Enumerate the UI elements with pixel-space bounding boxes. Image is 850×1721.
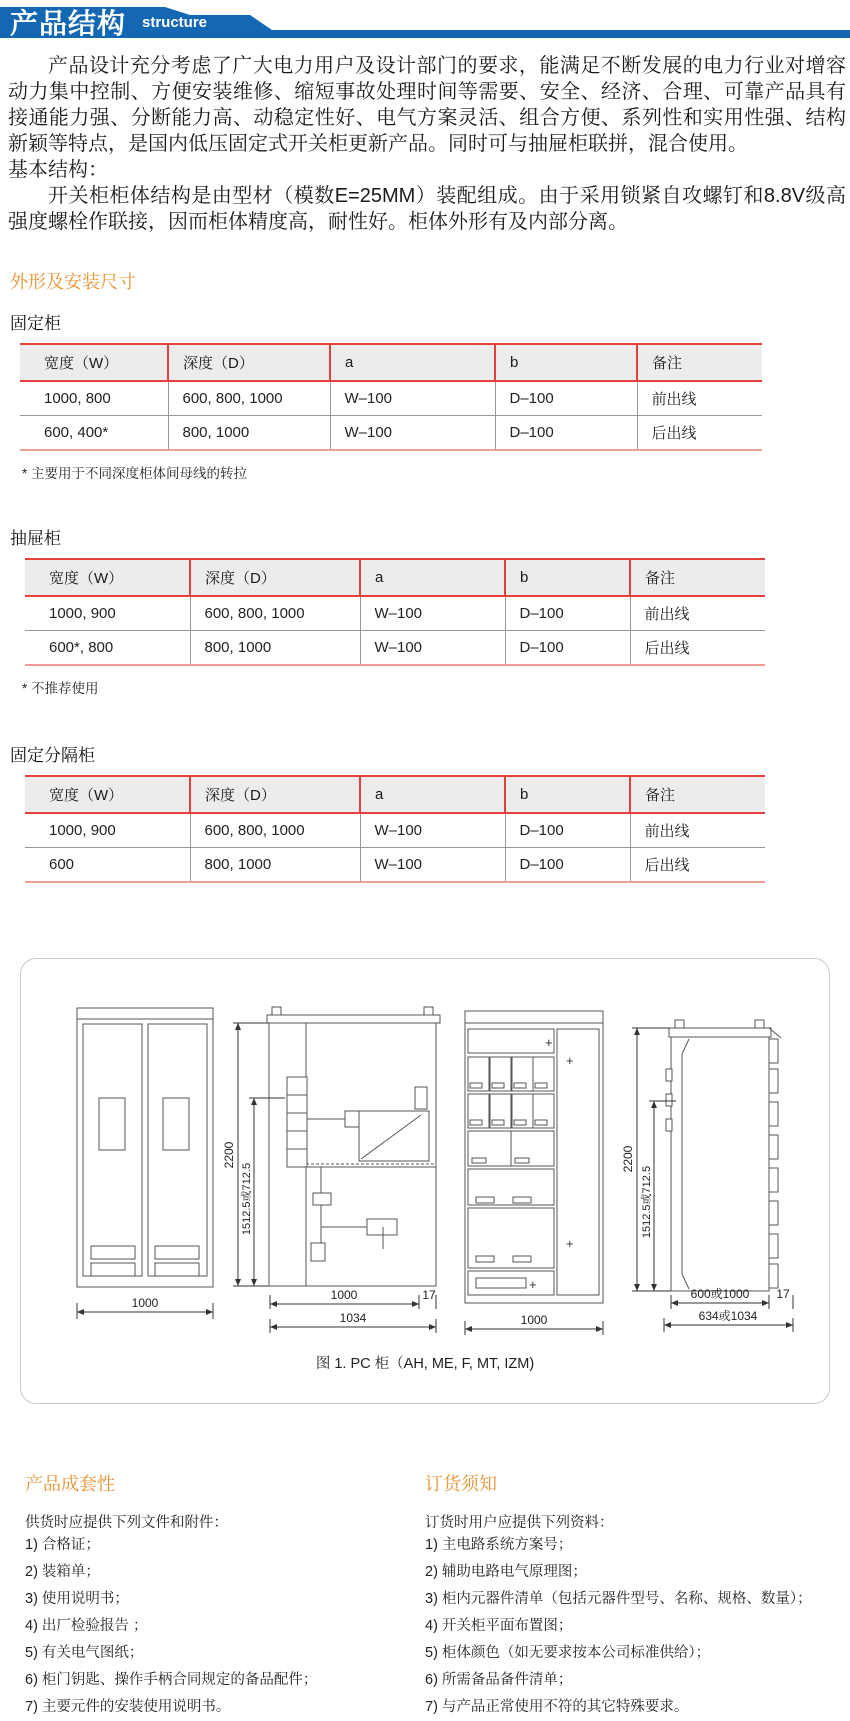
col-header-note: 备注 [630,776,765,813]
page-title: 产品结构 [10,8,127,39]
cell: 1000, 900 [49,605,116,622]
col-header-b: b [495,344,637,381]
cell: 600, 800, 1000 [190,596,360,631]
cell: 800, 1000 [190,848,360,883]
plus-mark: + [545,1035,553,1050]
list-item: 1) 合格证； [25,1537,100,1553]
fixed-cabinet-side-drawing [222,1007,440,1333]
col-header-b: b [505,776,630,813]
list-item: 6) 柜门钥匙、操作手柄合同规定的备品配件； [25,1672,318,1688]
drawer-cabinet-table [25,558,765,666]
dimension-label: 1000 [520,1313,548,1327]
plus-mark: + [566,1053,574,1068]
banner-ribbon-shape [0,0,850,40]
cell: W–100 [330,416,495,451]
cabinet-drawings [21,959,829,1344]
cell: 600 [25,848,190,883]
bottom-section [0,1470,850,1721]
drawer-cabinet-footnote: * 不推荐使用 [22,681,99,696]
col-header-b: b [505,559,630,596]
cell: D–100 [505,631,630,666]
list-item: 5) 有关电气图纸； [25,1645,144,1661]
fixed-cabinet-title: 固定柜 [10,314,61,333]
dimension-label: 17 [422,1288,436,1302]
col-header-a: a [360,559,505,596]
col-header-width: 宽度（W） [44,355,119,372]
col-header-depth: 深度（D） [168,344,330,381]
figure-caption: 图 1. PC 柜（AH, ME, F, MT, IZM) [315,1356,535,1372]
dimension-label: 634或1034 [698,1309,758,1323]
cell: 前出线 [630,596,765,631]
cell: 600, 800, 1000 [168,381,330,416]
cell: W–100 [330,381,495,416]
table-row [20,381,762,416]
drawer-cabinet-title: 抽屉柜 [10,529,61,548]
col-header-a: a [330,344,495,381]
cell: 后出线 [637,416,762,451]
cell: 800, 1000 [168,416,330,451]
col-header-note: 备注 [630,559,765,596]
dimension-label: 1512.5或712.5 [641,1165,653,1239]
fixed-cabinet-footnote: * 主要用于不同深度柜体间母线的转拉 [22,466,248,481]
col-header-depth: 深度（D） [190,776,360,813]
list-item: 4) 开关柜平面布置图； [425,1618,573,1634]
table-row [25,848,765,883]
col-header-depth: 深度（D） [190,559,360,596]
col-header-a: a [360,776,505,813]
cell: 800, 1000 [190,631,360,666]
cell: 前出线 [630,813,765,848]
cell: 1000, 800 [44,390,111,407]
intro-paragraph-2: 开关柜柜体结构是由型材（模数E=25MM）装配组成。由于采用锁紧自攻螺钉和8.8V级高强度螺栓作联接，因而柜体精度高，耐性好。柜体外形有及内部分离。 [8,185,846,233]
cell: 600*, 800 [25,631,190,666]
list-item: 2) 装箱单； [25,1564,100,1580]
table-row [25,596,765,631]
dimension-label: 1000 [330,1288,358,1302]
col-header-width: 宽度（W） [49,570,124,587]
list-item: 3) 柜内元器件清单（包括元器件型号、名称、规格、数量）； [425,1591,812,1607]
figure-panel [20,958,830,1404]
dimension-label: 2200 [222,1141,236,1169]
cell: D–100 [505,848,630,883]
packaging-heading: 产品成套性 [25,1474,115,1494]
table-header-row [20,344,762,381]
list-item: 3) 使用说明书； [25,1591,129,1607]
fixed-cabinet-table [20,343,762,451]
dimension-label: 17 [776,1287,790,1301]
basic-structure-label: 基本结构： [8,159,108,181]
cell: 后出线 [630,848,765,883]
table-header-row [25,776,765,813]
table-header-row [25,559,765,596]
drawer-cabinet-front-drawing [465,1011,603,1335]
table-row [25,813,765,848]
dimension-label: 1000 [131,1296,159,1310]
cell: 600, 400* [20,416,168,451]
col-header-width: 宽度（W） [49,787,124,804]
page-subtitle: structure [142,14,208,31]
packaging-section [25,1470,425,1721]
packaging-intro: 供货时应提供下列文件和附件： [25,1515,228,1531]
cell: 600, 800, 1000 [190,813,360,848]
dimension-label: 1512.5或712.5 [241,1162,253,1236]
dimension-label: 1034 [339,1311,367,1325]
plus-mark: + [566,1236,574,1251]
list-item: 7) 主要元件的安装使用说明书。 [25,1699,231,1715]
cell: W–100 [360,848,505,883]
cell: W–100 [360,813,505,848]
fixed-partition-cabinet-table [25,775,765,883]
intro-section [8,53,846,235]
col-header-note: 备注 [637,344,762,381]
ordering-intro: 订货时用户应提供下列资料： [425,1515,614,1531]
list-item: 1) 主电路系统方案号； [425,1537,573,1553]
fixed-partition-cabinet-title: 固定分隔柜 [10,746,95,765]
dimensions-heading: 外形及安装尺寸 [10,272,136,292]
page-banner [0,0,850,40]
fixed-cabinet-front-drawing [77,1008,213,1319]
cell: 1000, 900 [49,822,116,839]
cell: W–100 [360,596,505,631]
cell: 后出线 [630,631,765,666]
plus-mark: + [529,1277,537,1292]
cell: D–100 [495,381,637,416]
cell: 前出线 [637,381,762,416]
list-item: 5) 柜体颜色（如无要求按本公司标准供给）； [425,1645,711,1661]
cell: W–100 [360,631,505,666]
intro-paragraph-1: 产品设计充分考虑了广大电力用户及设计部门的要求，能满足不断发展的电力行业对增容动力集中控制、方便安装维修、缩短事故处理时间等需要、安全、经济、合理、可靠产品具有接通能力强、分断能力高、动稳定性好、电气方案灵活、组合方便、系列性和实用性强、结构新颖等特点，是国内低压固定式开关柜更新产品。同时可与抽屉柜联拼，混合使用。 [8,55,846,155]
ordering-section [425,1470,845,1721]
ordering-heading: 订货须知 [425,1474,497,1494]
table-row [25,631,765,666]
cell: D–100 [505,813,630,848]
cell: D–100 [495,416,637,451]
table-row [20,416,762,451]
drawer-cabinet-side-drawing [621,1020,793,1332]
dimension-label: 2200 [621,1145,635,1173]
list-item: 2) 辅助电路电气原理图； [425,1564,587,1580]
dimension-label: 600或1000 [690,1287,750,1301]
list-item: 6) 所需备品备件清单； [425,1672,573,1688]
list-item: 7) 与产品正常使用不符的其它特殊要求。 [425,1699,689,1715]
list-item: 4) 出厂检验报告 ； [25,1618,148,1634]
cell: D–100 [505,596,630,631]
